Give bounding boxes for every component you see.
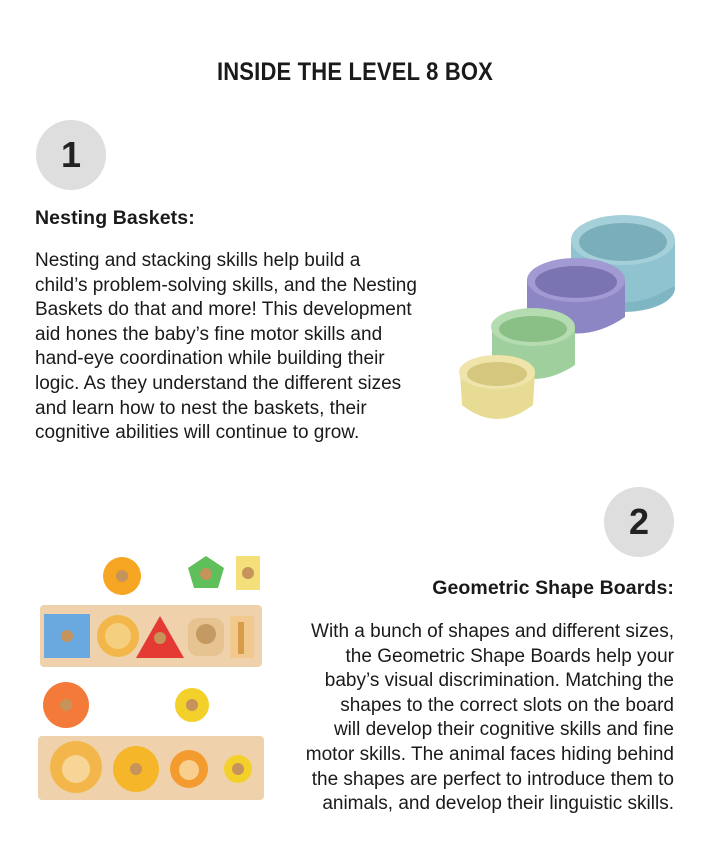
section-number-badge: 1 — [36, 120, 106, 190]
section-body-text: Nesting and stacking skills help build a child’s problem-solving skills, and the Nesting Baskets do that and more! This development aid hones the baby’s fine motor skills and hand-eye coordination while building their logic. As they understand the different sizes and learn how to nest the baskets, their cognitive abilities will continue to grow. — [35, 250, 417, 444]
section-number-badge: 2 — [604, 487, 674, 557]
section-heading: Geometric Shape Boards: — [432, 577, 674, 599]
section-heading: Nesting Baskets: — [35, 207, 195, 229]
section-body-text: With a bunch of shapes and different sizes, the Geometric Shape Boards help your baby’s visual discrimination. Matching the shapes to the correct slots on the board will develop their cognitive skills and fine motor skills. The animal faces hiding behind the shapes are perfect to introduce them to animals, and develop their linguistic skills. — [305, 621, 674, 815]
shape-boards-image — [36, 548, 268, 803]
nesting-baskets-image — [455, 205, 680, 440]
page-title: INSIDE THE LEVEL 8 BOX — [216, 58, 494, 86]
